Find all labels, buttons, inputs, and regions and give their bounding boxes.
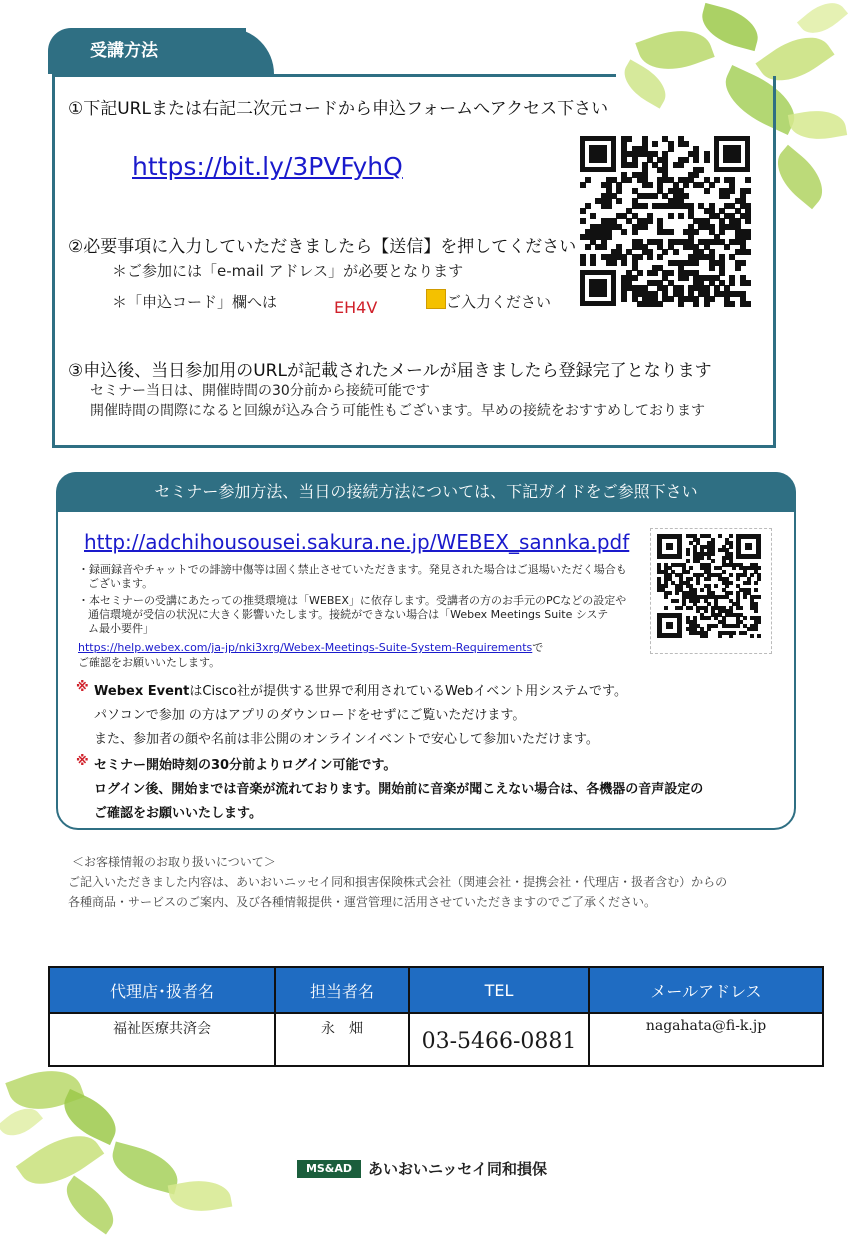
qr-module [621,260,627,266]
signup-qr-code[interactable] [580,136,750,306]
qr-module [606,234,612,240]
qr-module [743,616,747,620]
qr-module [637,270,643,276]
qr-module [709,265,715,271]
qr-module [732,566,736,570]
qr-module [745,280,751,286]
qr-module [729,573,733,577]
qr-module [729,188,735,194]
agency-name: 福祉医療共済会 [49,1013,275,1066]
notice2-line2: 通信環境が受信の状況に大きく影響いたします。接続ができない場合は「Webex Meetings Suite システ [88,608,609,621]
qr-module [719,229,725,235]
privacy-title: ＜お客様情報のお取り扱いについて＞ [72,855,276,869]
congestion-note: 開催時間の間際になると回線が込み合う可能性もございます。早めの接続をおすすめしております [90,403,706,419]
signup-url-link[interactable]: https://bit.ly/3PVFyhQ [132,152,403,181]
qr-module [657,301,663,307]
qr-module [652,193,658,199]
qr-module [621,229,627,235]
qr-module [580,182,586,188]
qr-module [657,254,663,260]
qr-finder-pattern [580,136,616,172]
qr-module [729,280,735,286]
qr-module [626,136,632,142]
qr-module [642,203,648,209]
qr-module [611,260,617,266]
qr-module [709,296,715,302]
step3-text: ③申込後、当日参加用のURLが記載されたメールが届きましたら登録完了となります [68,361,712,381]
qr-module [745,249,751,255]
qr-module [729,534,733,538]
email-required-note: ＊ご参加には「e-mail アドレス」が必要となります [112,262,464,280]
qr-module [757,577,761,581]
requirements-confirm: ご確認をお願いいたします。 [78,656,221,669]
qr-module [729,301,735,307]
qr-module [686,570,690,574]
recording-prohibition-notice [78,563,638,591]
section1-title: 受講方法 [90,41,158,61]
music-notice-line1: ログイン後、開始までは音楽が流れております。開始前に音楽が聞こえない場合は、各機器の音声設定の [94,782,704,797]
company-name: あいおいニッセイ同和損保 [368,1160,547,1178]
qr-module [745,234,751,240]
qr-module [704,188,710,194]
qr-module [652,270,658,276]
header-tel: TEL [409,967,589,1013]
msad-logo: MS&AD [297,1160,361,1178]
code-note-suffix: ご入力ください [446,293,552,311]
qr-module [754,581,758,585]
qr-module [711,559,715,563]
notice2-line3: ム最小要件」 [88,622,154,635]
qr-module [693,157,699,163]
qr-finder-pattern [736,534,761,559]
qr-module [647,254,653,260]
qr-module [732,631,736,635]
qr-module [683,157,689,163]
qr-module [700,556,704,560]
qr-module [757,620,761,624]
header-email: メールアドレス [589,967,823,1013]
qr-module [664,606,668,610]
qr-module [700,588,704,592]
qr-module [757,595,761,599]
qr-module [693,229,699,235]
qr-module [693,260,699,266]
qr-module [689,577,693,581]
tel-number: 03-5466-0881 [409,1013,589,1066]
qr-module [580,260,586,266]
webex-description [94,680,627,699]
qr-module [736,577,740,581]
qr-module [729,545,733,549]
qr-module [750,573,754,577]
contact-table [48,966,824,1067]
qr-module [714,584,718,588]
qr-module [637,254,643,260]
qr-module [689,606,693,610]
qr-module [745,177,751,183]
qr-module [662,249,668,255]
contact-table-header-row [49,967,823,1013]
note-mark-2: ※ [76,754,89,769]
qr-module [745,188,751,194]
webex-desc-line1: はCisco社が提供する世界で利用されているWebイベント用システムです。 [189,684,627,699]
qr-module [675,599,679,603]
qr-module [735,265,741,271]
qr-module [585,177,591,183]
qr-module [750,634,754,638]
notice1-line1: ・録画録音やチャットでの誹謗中傷等は固く禁止させていただきます。発見された場合はご退場いただく場合も [78,563,627,576]
login-time-notice: セミナー開始時刻の30分前よりログイン可能です。 [94,758,397,773]
qr-module [626,177,632,183]
qr-module [664,584,668,588]
header-agency: 代理店･扱者名 [49,967,275,1013]
qr-module [704,157,710,163]
qr-module [693,172,699,178]
qr-module [698,167,704,173]
qr-module [585,203,591,209]
webex-event-name: Webex Event [94,684,190,699]
qr-module [709,182,715,188]
qr-module [642,224,648,230]
qr-module [729,634,733,638]
qr-module [745,218,751,224]
privacy-line1: ご記入いただきました内容は、あいおいニッセイ同和損害保険株式会社（関連会社・提携会社・代理店・扱者含む）からの [68,875,728,889]
notice1-line2: ございます。 [88,577,154,590]
qr-module [580,218,586,224]
qr-module [647,182,653,188]
qr-module [668,591,672,595]
qr-module [745,301,751,307]
code-note-prefix: ＊「申込コード」欄へは [112,293,278,311]
qr-module [632,162,638,168]
qr-module [601,244,607,250]
qr-module [719,270,725,276]
notice2-line1: ・本セミナーの受講にあたっての推奨環境は「WEBEX」に依存します。受講者の方のお手元のPCなどの設定や [78,594,627,607]
qr-module [632,229,638,235]
qr-module [673,249,679,255]
qr-module [668,296,674,302]
qr-module [664,595,668,599]
qr-module [686,552,690,556]
qr-module [683,141,689,147]
qr-module [683,193,689,199]
qr-module [686,559,690,563]
section2-header: セミナー参加方法、当日の接続方法については、下記ガイドをご参照下さい [56,472,796,512]
qr-module [590,260,596,266]
qr-module [678,162,684,168]
person-name: 永 畑 [275,1013,409,1066]
qr-module [668,229,674,235]
qr-module [678,301,684,307]
qr-module [757,566,761,570]
qr-module [704,634,708,638]
qr-module [678,213,684,219]
qr-module [743,595,747,599]
qr-module [580,208,586,214]
qr-module [736,624,740,628]
qr-module [739,606,743,610]
qr-module [679,606,683,610]
qr-module [652,141,658,147]
connect-time-note: セミナー当日は、開催時間の30分前から接続可能です [90,383,430,399]
section1-title-tab [48,28,246,74]
application-code: EH4V [334,298,378,317]
qr-module [683,275,689,281]
qr-module [743,631,747,635]
qr-module [707,616,711,620]
header-person: 担当者名 [275,967,409,1013]
qr-finder-pattern [657,613,682,638]
qr-finder-pattern [580,270,616,306]
qr-module [707,627,711,631]
qr-module [740,260,746,266]
qr-module [696,599,700,603]
qr-module [714,624,718,628]
webex-guide-link[interactable]: http://adchihousousei.sakura.ne.jp/WEBEX_sannka.pdf [84,530,630,554]
contact-table-row [49,1013,823,1066]
qr-module [718,634,722,638]
requirements-suffix: で [532,641,544,654]
webex-desc-line3: また、参加者の顔や名前は非公開のオンラインイベントで安心して参加いただけます。 [94,732,599,747]
requirements-line [78,641,543,655]
qr-module [754,627,758,631]
qr-module [725,584,729,588]
environment-notice [78,594,638,636]
qr-module [693,301,699,307]
qr-module [683,182,689,188]
qr-finder-pattern [657,534,682,559]
qr-module [590,213,596,219]
qr-module [754,588,758,592]
webex-requirements-link[interactable]: https://help.webex.com/ja-jp/nki3xrg/Webex-Meetings-Suite-System-Requirements [78,641,533,654]
qr-module [647,218,653,224]
step1-text: ①下記URLまたは右記二次元コードから申込フォームへアクセス下さい [68,99,609,119]
webex-desc-line2: パソコンで参加 の方はアプリのダウンロードをせずにご覧いただけます。 [94,708,526,723]
qr-module [722,570,726,574]
qr-module [718,534,722,538]
qr-module [621,296,627,302]
qr-module [711,552,715,556]
music-notice-line2: ご確認をお願いいたします。 [94,806,262,821]
qr-module [757,634,761,638]
qr-module [632,275,638,281]
qr-module [606,203,612,209]
note-mark-1: ※ [76,680,89,695]
guide-qr-code[interactable] [657,534,761,638]
qr-module [616,188,622,194]
step2-text: ②必要事項に入力していただきましたら【送信】を押してください [68,237,577,257]
qr-module [729,581,733,585]
qr-module [696,581,700,585]
qr-module [707,577,711,581]
qr-module [747,581,751,585]
qr-module [585,244,591,250]
privacy-line2: 各種商品・サービスのご案内、及び各種情報提供・運営管理に活用させていただきますのでご了承ください。 [68,895,657,909]
qr-module [689,566,693,570]
qr-module [714,177,720,183]
qr-module [675,591,679,595]
qr-module [724,193,730,199]
qr-module [704,301,710,307]
qr-module [724,244,730,250]
sticky-note-icon[interactable] [426,289,446,309]
email-address[interactable]: nagahata@fi-k.jp [589,1013,823,1066]
qr-module [754,609,758,613]
qr-module [668,270,674,276]
qr-module [729,591,733,595]
qr-module [668,146,674,152]
qr-module [704,609,708,613]
qr-finder-pattern [714,136,750,172]
qr-module [668,213,674,219]
qr-module [616,198,622,204]
